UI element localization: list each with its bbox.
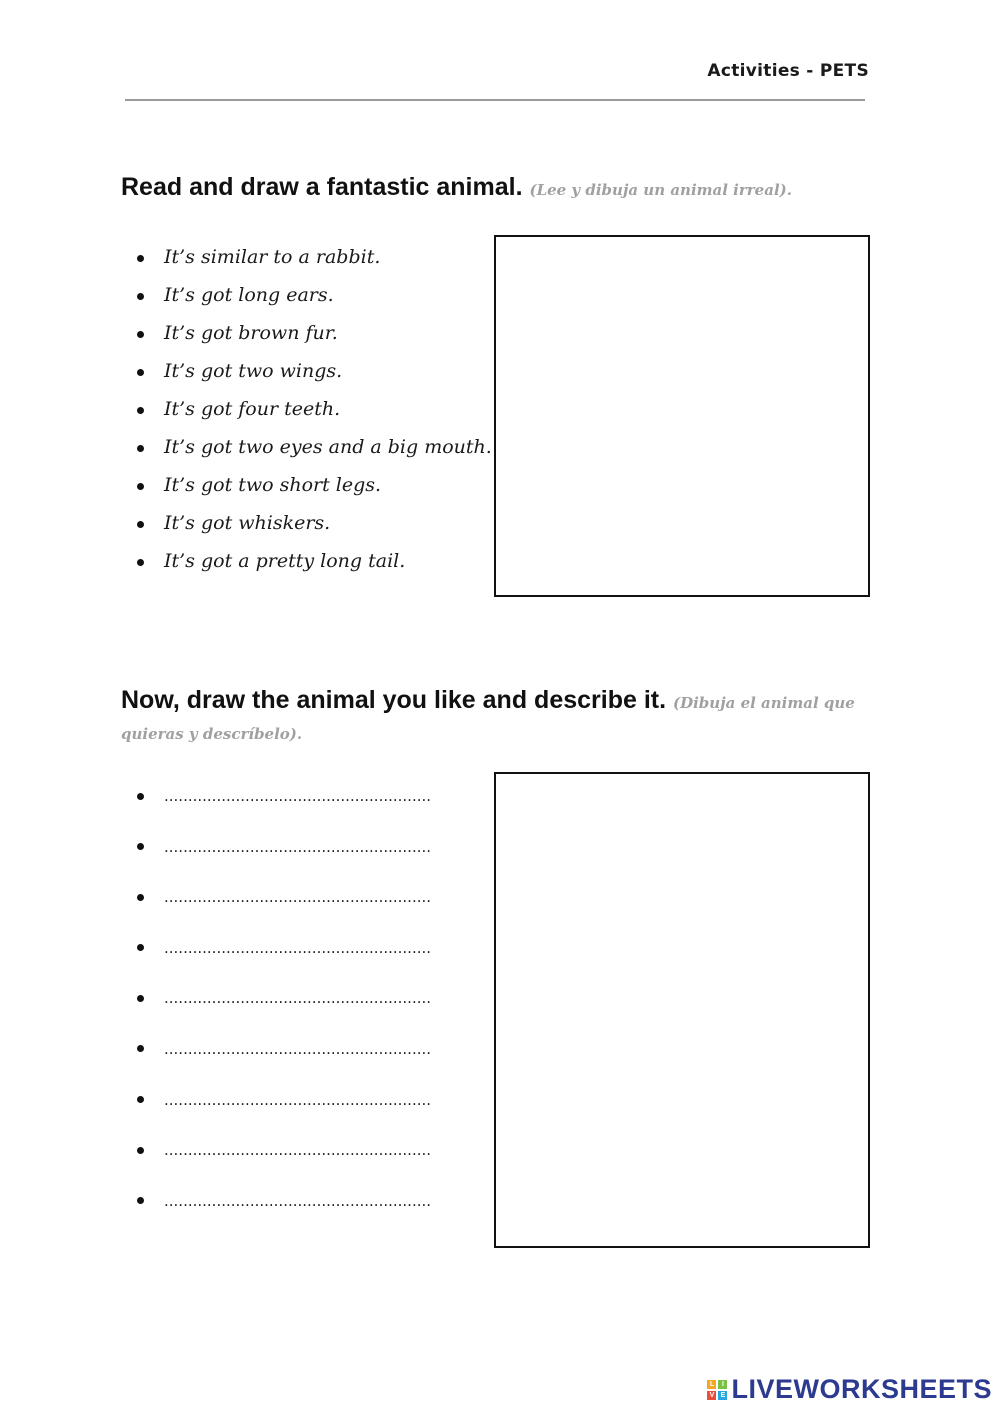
section-1-heading (121, 173, 861, 205)
answer-line-dots: ........................................................ (164, 1090, 432, 1109)
answer-line[interactable] (135, 1181, 431, 1232)
liveworksheets-mark-icon (707, 1380, 727, 1400)
header-title: Activities - PETS (707, 61, 869, 81)
list-item (135, 543, 492, 581)
logo-mark-tile: I (718, 1380, 727, 1389)
section-1-heading-note: (Lee y dibuja un animal irreal). (529, 181, 792, 199)
bullet-icon (137, 1147, 144, 1154)
bullet-icon (137, 793, 144, 800)
bullet-icon (137, 369, 144, 376)
answer-line[interactable] (135, 1130, 431, 1181)
answer-line[interactable] (135, 877, 431, 928)
drawing-box-1[interactable] (494, 235, 870, 597)
answer-line[interactable] (135, 827, 431, 878)
bullet-icon (137, 995, 144, 1002)
bullet-icon (137, 1045, 144, 1052)
answer-line[interactable] (135, 928, 431, 979)
list-item-text: It’s got long ears. (164, 284, 334, 306)
answer-line-dots: ........................................................ (164, 888, 432, 907)
answer-line[interactable] (135, 776, 431, 827)
list-item-text: It’s got four teeth. (164, 398, 341, 420)
bullet-icon (137, 293, 144, 300)
list-item-text: It’s got two short legs. (164, 474, 382, 496)
section-2-list (135, 776, 431, 1231)
bullet-icon (137, 1197, 144, 1204)
bullet-icon (137, 445, 144, 452)
section-1-heading-text: Read and draw a fantastic animal. (121, 173, 523, 201)
list-item (135, 315, 492, 353)
section-2-heading (121, 686, 861, 748)
bullet-icon (137, 255, 144, 262)
bullet-icon (137, 521, 144, 528)
section-1-list (135, 239, 492, 581)
logo-mark-tile: L (707, 1380, 716, 1389)
answer-line-dots: ........................................................ (164, 787, 432, 805)
list-item (135, 239, 492, 277)
list-item (135, 429, 492, 467)
list-item (135, 505, 492, 543)
drawing-box-2[interactable] (494, 772, 870, 1248)
list-item (135, 277, 492, 315)
list-item-text: It’s got two eyes and a big mouth. (164, 436, 492, 458)
answer-line-dots: ........................................................ (164, 989, 432, 1008)
answer-line-dots: ........................................................ (164, 1191, 432, 1210)
section-2-heading-text: Now, draw the animal you like and describe it. (121, 686, 667, 714)
bullet-icon (137, 483, 144, 490)
bullet-icon (137, 894, 144, 901)
answer-line[interactable] (135, 978, 431, 1029)
list-item (135, 467, 492, 505)
answer-line-dots: ........................................................ (164, 1141, 432, 1160)
bullet-icon (137, 1096, 144, 1103)
liveworksheets-logo (707, 1374, 992, 1405)
list-item (135, 353, 492, 391)
list-item-text: It’s got two wings. (164, 360, 343, 382)
list-item (135, 391, 492, 429)
header-divider (125, 99, 865, 101)
bullet-icon (137, 944, 144, 951)
bullet-icon (137, 331, 144, 338)
answer-line-dots: ........................................................ (164, 938, 432, 957)
section-2-heading-note: (Dibuja el animal que quieras y descríbelo). (121, 694, 855, 743)
list-item-text: It’s got a pretty long tail. (164, 550, 406, 572)
bullet-icon (137, 843, 144, 850)
bullet-icon (137, 407, 144, 414)
answer-line[interactable] (135, 1080, 431, 1131)
logo-mark-tile: V (707, 1391, 716, 1400)
answer-line-dots: ........................................................ (164, 1039, 432, 1058)
list-item-text: It’s got brown fur. (164, 322, 338, 344)
bullet-icon (137, 559, 144, 566)
answer-line[interactable] (135, 1029, 431, 1080)
list-item-text: It’s got whiskers. (164, 512, 331, 534)
list-item-text: It’s similar to a rabbit. (164, 246, 381, 268)
answer-line-dots: ........................................................ (164, 837, 432, 856)
logo-mark-tile: E (718, 1391, 727, 1400)
logo-text: LIVEWORKSHEETS (731, 1374, 992, 1404)
